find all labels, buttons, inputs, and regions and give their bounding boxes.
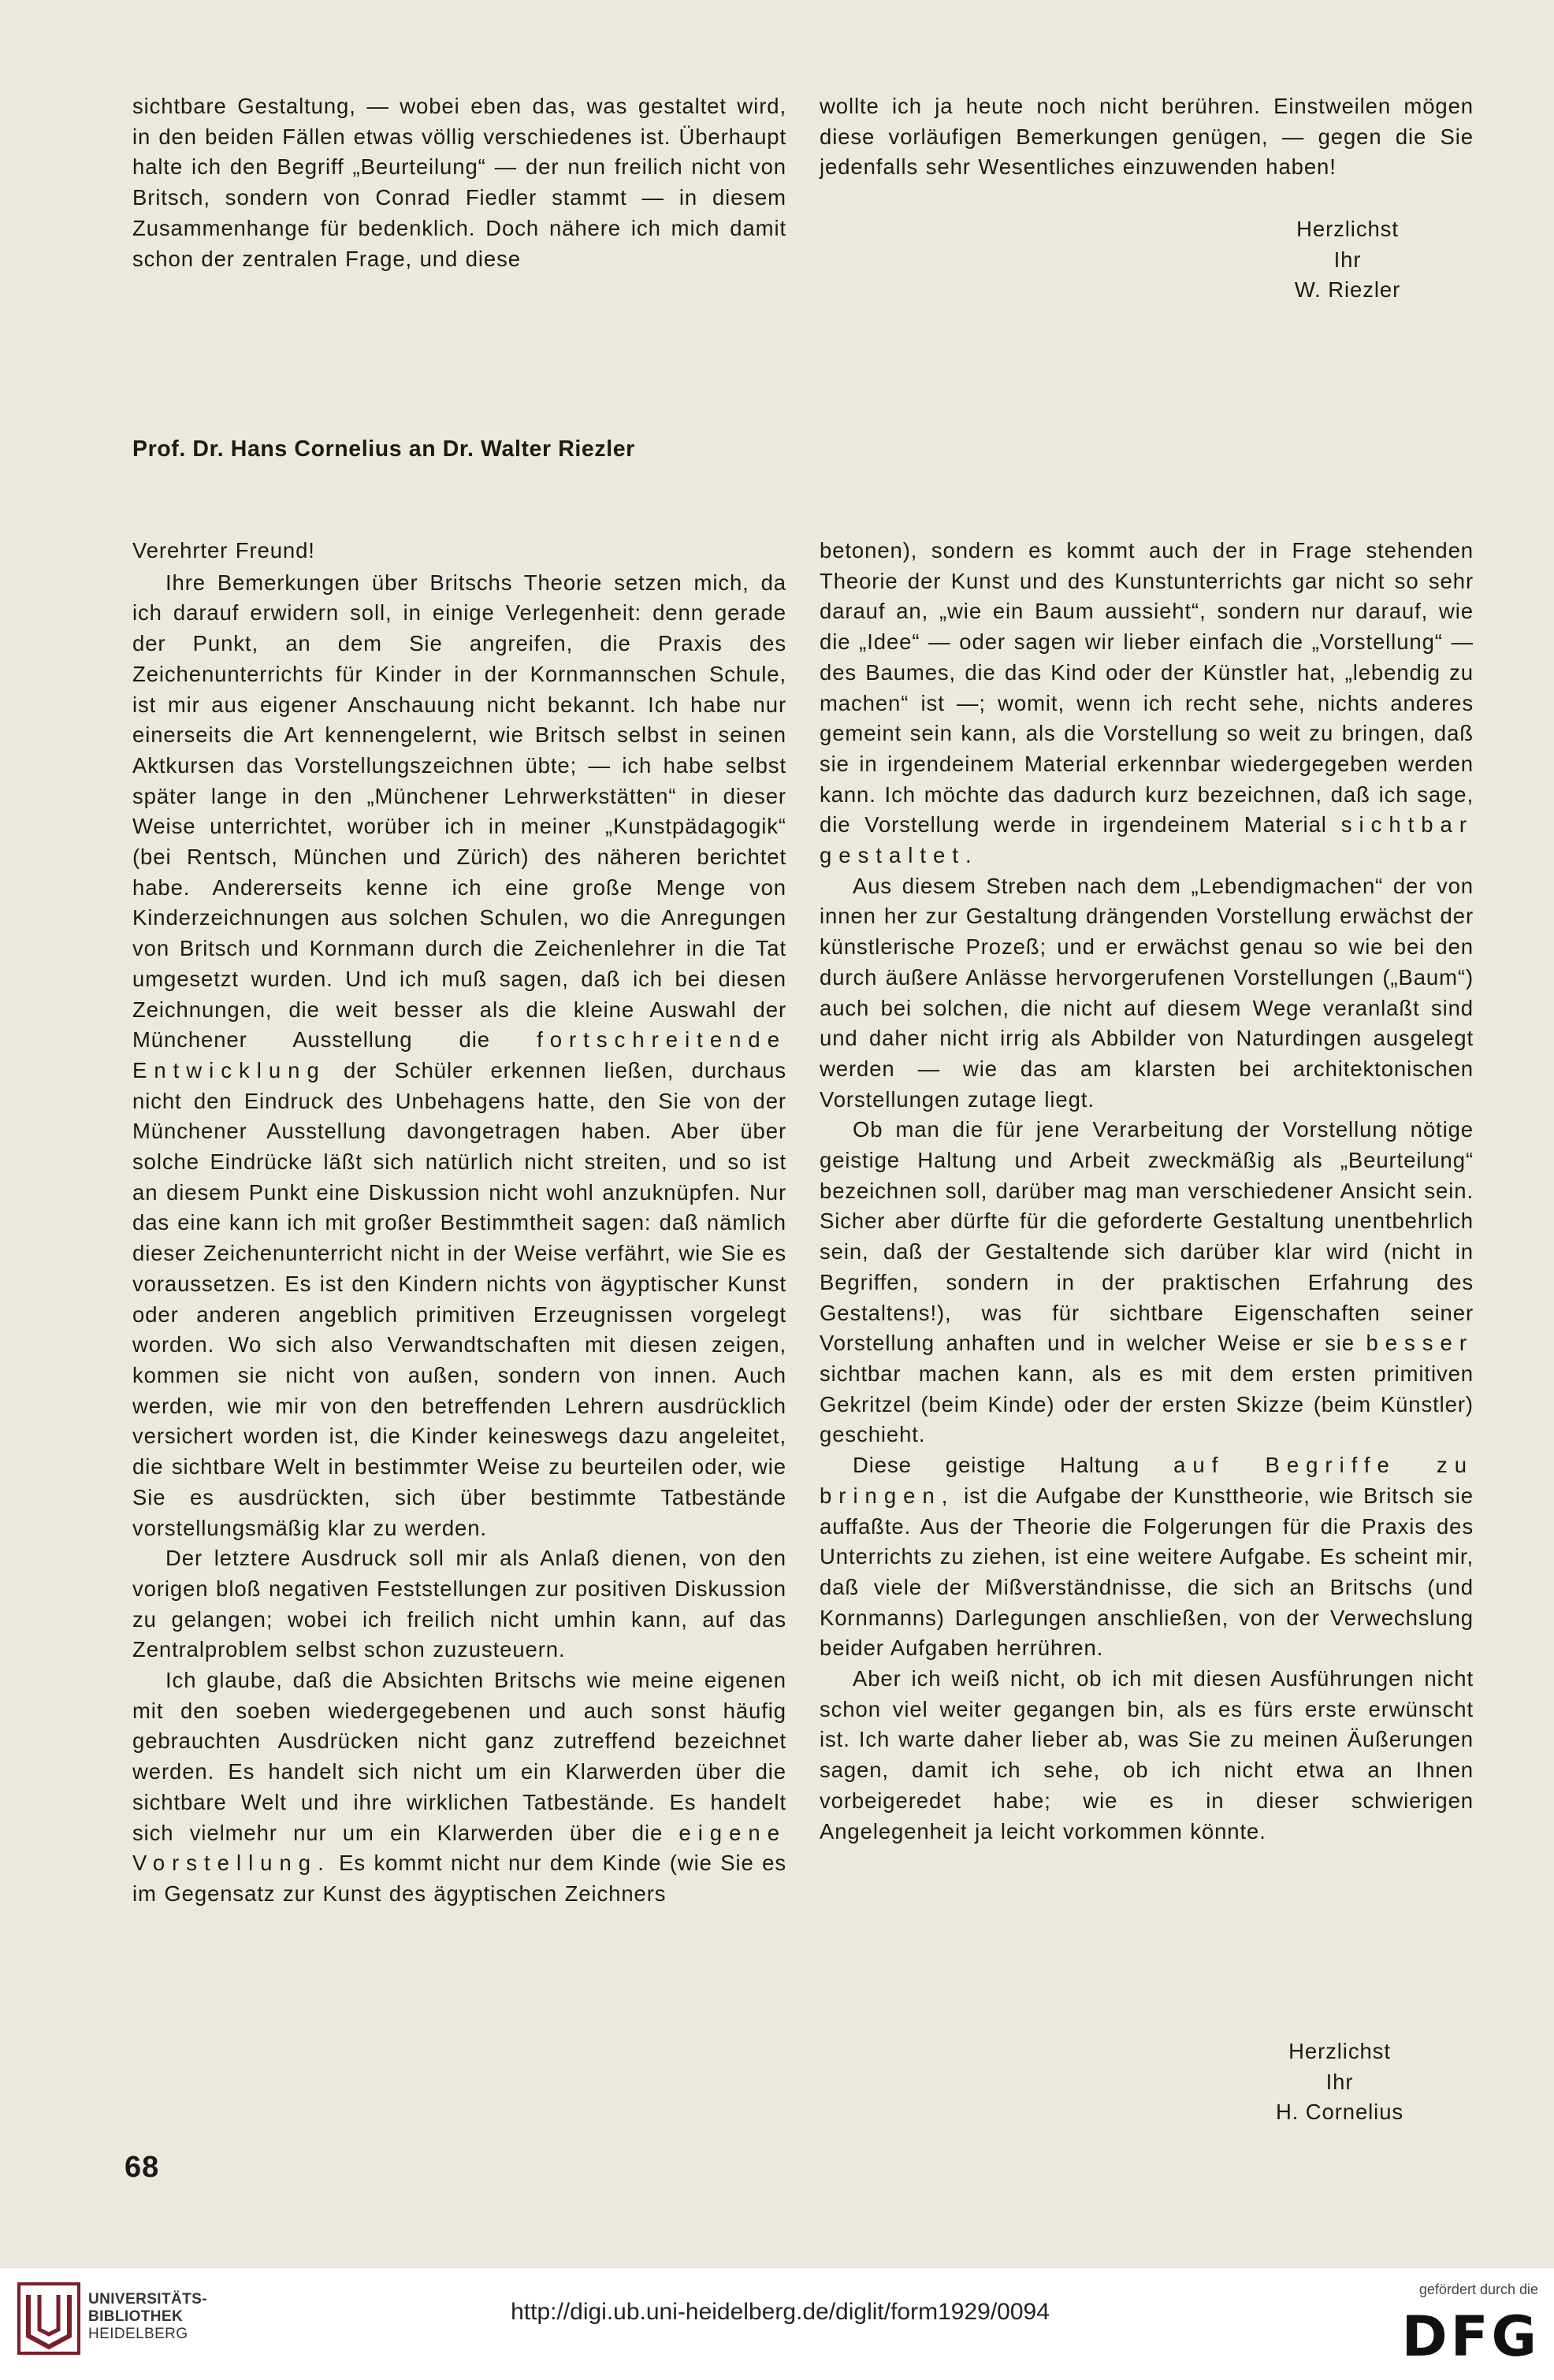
emphasis-text: eigene Vorstellung. [132, 1820, 786, 1876]
funding-note: gefördert durch die [1418, 2282, 1538, 2297]
letter1-closing-ihr: Ihr [1333, 247, 1362, 272]
letter1-right-column [820, 91, 1474, 183]
emphasis-text: auf Begriffe zu bringen, [820, 1453, 1474, 1508]
paragraph-text: Ihre Bemerkungen über Britschs Theorie setzen mich, da ich darauf erwidern soll, in einige Verlegenheit: denn gerade der Punkt, an dem Sie angreifen, die Praxis des Zeichenunterrichts für Kinder in der Kornmannschen Schule, ist mir aus eigener Anschauung nicht bekannt. Ich habe nur einerseits die Art kennengelernt, wie Britsch selbst in seinen Aktkursen das Vorstellungszeichnen übte; — ich habe selbst später lange in den „Münchener Lehrwerkstätten“ in dieser Weise unterrichtet, worüber ich in meiner „Kunstpädagogik“ (bei Rentsch, München und Zürich) des näheren berichtet habe. Andererseits kenne ich eine große Menge von Kinderzeichnungen aus solchen Schulen, wo die Anregungen von Britsch und Kornmann durch die Zeichenlehrer in die Tat umgesetzt wurden. Und ich muß sagen, daß ich bei diesen Zeichnungen, die weit besser als die kleine Auswahl der Münchener Ausstellung die [132, 570, 786, 1053]
letter2-signature-block [1214, 2037, 1466, 2128]
library-line-2: BIBLIOTHEK [88, 2308, 184, 2325]
letter2-signature: H. Cornelius [1275, 2100, 1404, 2125]
library-line-3: HEIDELBERG [88, 2326, 188, 2342]
letter1-signature: W. Riezler [1294, 277, 1401, 303]
letter2-right-paragraph-2: Aus diesem Streben nach dem „Lebendigmachen“ der von innen her zur Gestaltung drängenden Vorstellung erwächst der künstlerische Prozeß; und er erwächst genau so wie bei den durch äußere Anlässe hervorgerufenen Vorstellungen („Baum“) auch bei solchen, die nicht auf diesem Wege veranlaßt sind und daher nicht irrig als Abbilder von Naturdingen ausgelegt werden — wie das am klarsten bei architektonischen Vorstellungen zutage liegt. [820, 873, 1474, 1112]
paragraph-text: Ob man die für jene Verarbeitung der Vorstellung nötige geistige Haltung und Arbeit zweckmäßig als „Beurteilung“ bezeichnen soll, darüber mag man verschiedener Ansicht sein. Sicher aber dürfte für die geforderte Gestaltung unentbehrlich sein, daß der Gestaltende sich darüber klar wird (nicht in Begriffen, sondern in der praktischen Erfahrung des Gestaltens!), was für sichtbare Eigenschaften seiner Vorstellung anhaften und in welcher Weise er sie [820, 1117, 1474, 1356]
paragraph-text: Ich glaube, daß die Absichten Britschs wie meine eigenen mit den soeben wiedergegebenen und auch sonst häufig gebrauchten Ausdrücken nicht ganz zutreffend bezeichnet werden. Es handelt sich nicht um ein Klarwerden über die sichtbare Welt und ihre wirklichen Tatbestände. Es handelt sich vielmehr nur um ein Klarwerden über die [132, 1668, 786, 1845]
letter2-right-column [820, 536, 1474, 1847]
letter1-right-paragraph: wollte ich ja heute noch nicht berühren. Einstweilen mögen diese vorläufigen Bemerkungen genügen, — gegen die Sie jedenfalls sehr Wesentliches einzuwenden haben! [820, 94, 1474, 180]
letter2-paragraph-2: Der letztere Ausdruck soll mir als Anlaß dienen, von den vorigen bloß negativen Feststellungen zur positiven Diskussion zu gelangen; wobei ich freilich nicht umhin kann, auf das Zentralproblem selbst schon zuzusteuern. [132, 1546, 786, 1662]
letter2-closing: Herzlichst [1288, 2039, 1391, 2063]
paragraph-text: ist die Aufgabe der Kunsttheorie, wie Britsch sie auffaßte. Aus der Theorie die Folgerungen für die Praxis des Unterrichts zu ziehen, ist eine weitere Aufgabe. Es scheint mir, daß viele der Mißverständnisse, die sich an Britschs (und Kornmanns) Darlegungen anschließen, von der Verwechslung beider Aufgaben herrühren. [820, 1483, 1474, 1661]
paragraph-text: Diese geistige Haltung [853, 1453, 1140, 1478]
paragraph-text: sichtbar machen kann, als es mit dem ersten primitiven Gekritzel (beim Kinde) oder der ersten Skizze (beim Künstler) geschieht. [820, 1361, 1474, 1447]
university-library-logo-icon[interactable] [17, 2281, 80, 2360]
letter1-left-paragraph: sichtbare Gestaltung, — wobei eben das, was gestaltet wird, in den beiden Fällen etwas völlig verschiedenes ist. Überhaupt halte ich den Begriff „Beurteilung“ — der nun freilich nicht von Britsch, sondern von Conrad Fiedler stammt — in diesem Zusammenhange für bedenklich. Doch nähere ich mich damit schon der zentralen Frage, und diese [132, 94, 786, 271]
letter-heading: Prof. Dr. Hans Cornelius an Dr. Walter Riezler [132, 436, 635, 462]
letter2-closing-ihr: Ihr [1325, 2069, 1354, 2094]
salutation: Verehrter Freund! [132, 538, 315, 563]
letter2-right-paragraph-5: Aber ich weiß nicht, ob ich mit diesen Ausführungen nicht schon viel weiter gegangen bin, als es fürs erste erwünscht ist. Ich warte daher lieber ab, was Sie zu meinen Äußerungen sagen, damit ich sehe, ob ich nicht etwa an Ihnen vorbeigeredet habe; wie es in dieser schwierigen Angelegenheit ja leicht vorkommen könnte. [820, 1666, 1474, 1843]
university-library-name[interactable] [88, 2291, 207, 2343]
letter1-closing: Herzlichst [1296, 217, 1399, 241]
letter2-right-paragraph-1 [820, 536, 1474, 871]
paragraph-text: betonen), sondern es kommt auch der in Frage stehenden Theorie der Kunst und des Kunstunterrichts gar nicht so sehr darauf an, „wie ein Baum aussieht“, sondern nur darauf, wie die „Idee“ — oder sagen wir lieber einfach die „Vorstellung“ — des Baumes, die das Kind oder der Künstler hat, „lebendig zu machen“ ist —; womit, wenn ich recht sehe, nichts anderes gemeint sein kann, als die Vorstellung so weit zu bringen, daß sie in irgendeinem Material erkennbar wiedergegeben werden kann. Ich möchte das dadurch kurz bezeichnen, daß ich sage, die Vorstellung werde in irgendeinem Material [820, 538, 1474, 837]
dfg-logo[interactable]: DFG [1401, 2304, 1540, 2369]
page-number: 68 [125, 2151, 160, 2184]
letter2-paragraph-1 [132, 568, 786, 1544]
letter2-right-paragraph-3 [820, 1115, 1474, 1450]
letter1-left-column [132, 91, 786, 274]
permalink-url[interactable]: http://digi.ub.uni-heidelberg.de/diglit/form1929/0094 [511, 2299, 1050, 2325]
emphasis-text: besser [1366, 1331, 1474, 1356]
paragraph-text: Es kommt nicht nur dem Kinde (wie Sie es im Gegensatz zur Kunst des ägyptischen Zeichners [132, 1851, 786, 1906]
paragraph-text: der Schüler erkennen ließen, durchaus nicht den Eindruck des Unbehagens hatte, den Sie von der Münchener Ausstellung davongetragen haben. Aber über solche Eindrücke läßt sich natürlich nicht streiten, und so ist an diesem Punkt eine Diskussion nicht wohl anzuknüpfen. Nur das eine kann ich mit großer Bestimmtheit sagen: daß nämlich dieser Zeichenunterricht nicht in der Weise verfährt, wie Sie es voraussetzen. Es ist den Kindern nichts von ägyptischer Kunst oder anderen angeblich primitiven Erzeugnissen vorgelegt worden. Wo sich also Verwandtschaften mit diesen zeigen, kommen sie nicht von außen, sondern von innen. Auch werden, wie mir von den betreffenden Lehrern ausdrücklich versichert worden ist, die Kinder keineswegs dazu angeleitet, die sichtbare Welt in bestimmter Weise zu beurteilen oder, wie Sie es ausdrückten, sich über bestimmte Tatbestände vorstellungsmäßig klar zu werden. [132, 1057, 786, 1540]
letter1-signature-block [1229, 214, 1466, 306]
library-line-1: UNIVERSITÄTS- [88, 2291, 207, 2308]
emphasis-text: fortschreitende Entwicklung [132, 1027, 786, 1082]
emphasis-text: sichtbar gestaltet. [820, 812, 1474, 868]
letter2-right-paragraph-4 [820, 1450, 1474, 1664]
letter2-left-column [132, 536, 786, 1910]
letter2-paragraph-3 [132, 1665, 786, 1910]
